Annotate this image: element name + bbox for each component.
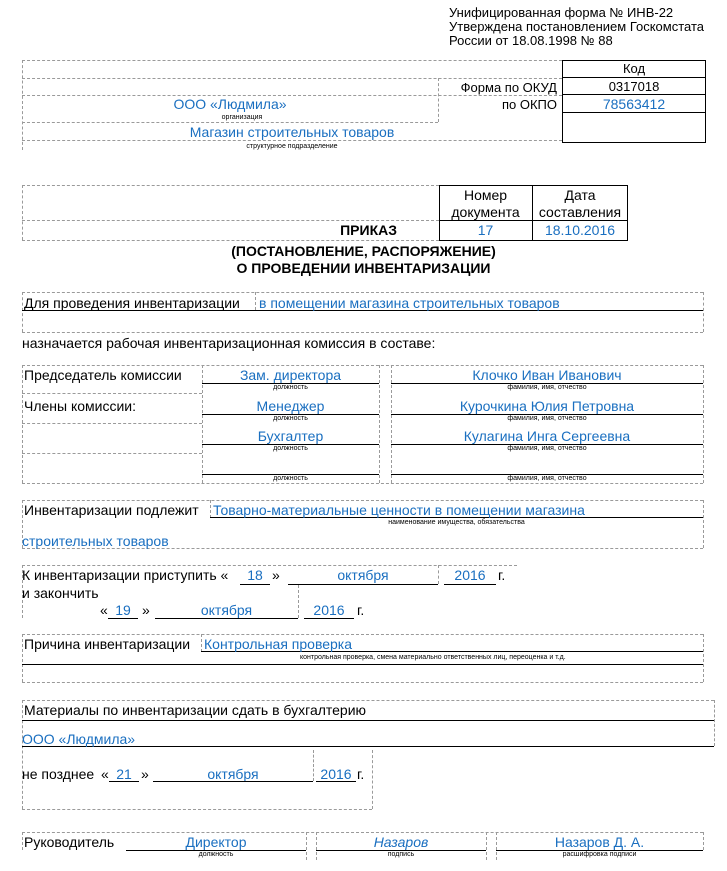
deadline-quote-close: » xyxy=(141,766,149,782)
position-caption-3: должность xyxy=(273,445,308,452)
finish-month: октября xyxy=(200,602,253,618)
name-caption-4: фамилия, имя, отчество xyxy=(507,475,587,482)
deadline-day: 21 xyxy=(116,766,132,782)
organization-caption: организация xyxy=(221,114,263,121)
form-header-line3: России от 18.08.1998 № 88 xyxy=(449,33,613,48)
submit-label: Материалы по инвентаризации сдать в бухгалтерию xyxy=(24,702,367,718)
date-label-2: составления xyxy=(538,204,622,220)
finish-quote-open: « xyxy=(100,602,108,618)
deadline-label: не позднее xyxy=(22,766,95,782)
start-label: К инвентаризации приступить « xyxy=(22,567,229,583)
position-caption-1: должность xyxy=(273,384,308,391)
subject-value-2: строительных товаров xyxy=(22,533,169,549)
deadline-year-suffix: г. xyxy=(357,766,365,782)
name-caption-2: фамилия, имя, отчество xyxy=(507,415,587,422)
signature-label: Руководитель xyxy=(24,834,115,850)
division-value: Магазин строительных товаров xyxy=(189,124,395,140)
commission-name-1: Клочко Иван Иванович xyxy=(472,367,622,383)
commission-intro: назначается рабочая инвентаризационная комиссия в составе: xyxy=(22,335,436,351)
submit-org: ООО «Людмила» xyxy=(22,731,136,747)
number-label-1: Номер xyxy=(463,187,508,203)
subject-caption: наименование имущества, обязательства xyxy=(388,519,525,526)
okud-value: 0317018 xyxy=(608,79,660,94)
signature-position: Директор xyxy=(185,834,247,850)
deadline-quote-open: « xyxy=(101,766,109,782)
date-label-1: Дата xyxy=(564,187,596,203)
purpose-label: Для проведения инвентаризации xyxy=(24,295,240,311)
subject-label: Инвентаризации подлежит xyxy=(24,502,199,518)
subject-value-1: Товарно-материальные ценности в помещении магазина xyxy=(213,502,585,518)
document-date: 18.10.2016 xyxy=(544,222,616,238)
reason-value: Контрольная проверка xyxy=(204,636,353,652)
okud-label: Форма по ОКУД xyxy=(460,80,557,95)
reason-label: Причина инвентаризации xyxy=(24,636,191,652)
reason-caption: контрольная проверка, смена материально ответственных лиц, переоценка и т.д. xyxy=(300,654,566,661)
start-month: октября xyxy=(337,567,389,583)
chair-label: Председатель комиссии xyxy=(24,367,182,383)
document-title-2: (ПОСТАНОВЛЕНИЕ, РАСПОРЯЖЕНИЕ) xyxy=(231,243,496,259)
members-label: Члены комиссии: xyxy=(24,398,137,414)
commission-position-3: Бухгалтер xyxy=(257,428,324,444)
organization-value: ООО «Людмила» xyxy=(173,96,287,112)
okpo-label: по ОКПО xyxy=(501,97,557,112)
form-header-line2: Утверждена постановлением Госкомстата xyxy=(449,19,705,34)
form-header-line1: Унифицированная форма № ИНВ-22 xyxy=(449,5,674,20)
start-day: 18 xyxy=(247,567,263,583)
document-title-1: ПРИКАЗ xyxy=(340,222,397,238)
start-year-suffix: г. xyxy=(498,567,506,583)
kod-header: Код xyxy=(622,61,646,76)
number-label-2: документа xyxy=(451,204,520,220)
commission-position-1: Зам. директора xyxy=(239,367,342,383)
signature-name-caption: расшифровка подписи xyxy=(562,851,637,858)
division-caption: структурное подразделение xyxy=(246,143,338,150)
document-title-3: О ПРОВЕДЕНИИ ИНВЕНТАРИЗАЦИИ xyxy=(236,260,491,276)
signature-name: Назаров Д. А. xyxy=(554,834,645,850)
finish-day: 19 xyxy=(115,602,131,618)
finish-label: и закончить xyxy=(22,585,99,601)
finish-year-suffix: г. xyxy=(357,602,365,618)
position-caption-4: должность xyxy=(273,475,308,482)
commission-name-2: Курочкина Юлия Петровна xyxy=(459,398,635,414)
signature-sign: Назаров xyxy=(373,834,429,850)
start-year: 2016 xyxy=(454,567,486,583)
finish-year: 2016 xyxy=(313,602,345,618)
signature-position-caption: должность xyxy=(198,851,234,858)
start-quote-close: » xyxy=(272,567,280,583)
okpo-value: 78563412 xyxy=(602,96,666,112)
purpose-value: в помещении магазина строительных товаров xyxy=(259,295,560,311)
deadline-month: октября xyxy=(207,766,259,782)
position-caption-2: должность xyxy=(273,415,308,422)
signature-sign-caption: подпись xyxy=(387,851,415,858)
commission-name-3: Кулагина Инга Сергеевна xyxy=(463,428,631,444)
finish-quote-close: » xyxy=(142,602,150,618)
name-caption-3: фамилия, имя, отчество xyxy=(507,445,587,452)
document-number: 17 xyxy=(477,222,494,238)
name-caption-1: фамилия, имя, отчество xyxy=(507,384,587,391)
commission-position-2: Менеджер xyxy=(256,398,325,414)
deadline-year: 2016 xyxy=(320,766,352,782)
